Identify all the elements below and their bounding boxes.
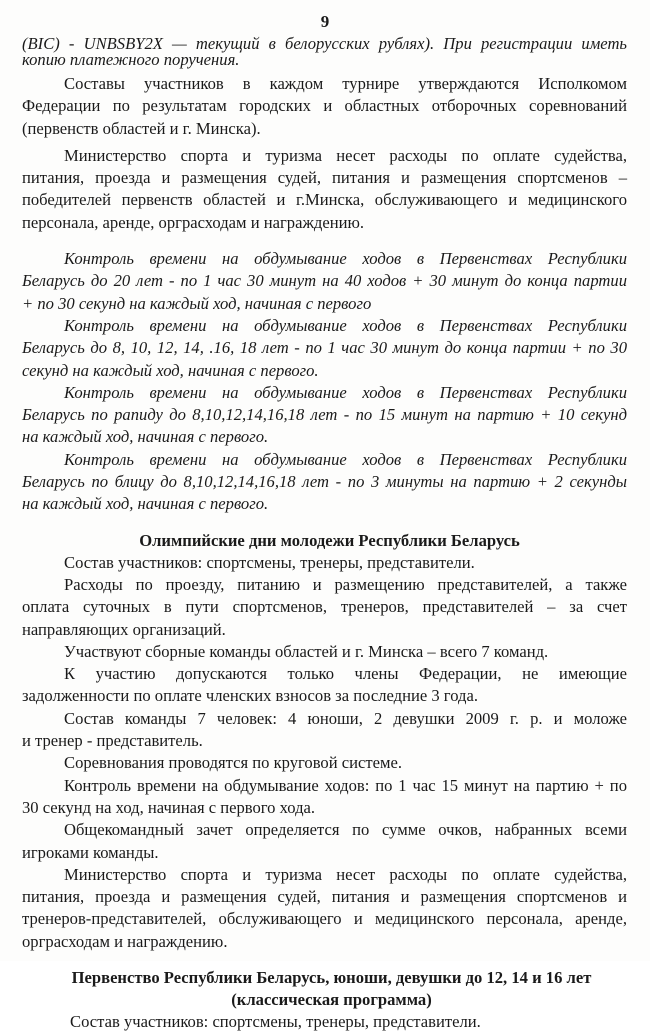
text-line: орграсходам и награждению. [22,931,228,951]
text-line: на каждый ход, начиная с первого. [22,427,269,447]
text-line: Министерство спорта и туризма несет расходы по оплате судейства, [64,864,627,884]
time-control-u20-paragraph [22,248,627,315]
team-composition-paragraph [22,708,627,753]
text-line: Соревнования проводятся по круговой системе. [64,753,402,773]
bic-note-paragraph [22,36,627,68]
text-line: Состав участников: спортсмены, тренеры, представители. [70,1011,481,1031]
section-heading-championship: Первенство Республики Беларусь, юноши, девушки до 12, 14 и 16 лет [71,967,592,987]
text-line: + по 30 секунд на каждый ход, начиная с первого [22,293,372,313]
ministry-expenses-olympic-paragraph [22,864,627,953]
text-line: Контроль времени на обдумывание ходов в Первенствах Республики [64,315,627,335]
text-line: (BIC) - UNBSBY2X — текущий в белорусских рублях). При регистрации иметь [22,34,627,53]
text-line: персонала, аренде, орграсходам и награждению. [22,212,365,232]
time-control-classic-paragraph [22,315,627,382]
text-line: победителей первенств областей и г.Минска, обслуживающего и медицинского [22,190,627,210]
text-line: Беларусь до 8, 10, 12, 14, .16, 18 лет - по 1 час 30 минут до конца партии + по 30 [22,338,627,358]
text-line: копию платежного поручения. [22,50,240,69]
text-line: (первенств областей и г. Минска). [22,118,261,138]
system-paragraph [22,752,627,774]
page-number: 9 [320,12,330,31]
text-line: тренеров-представителей, обслуживающего и медицинского персонала, аренде, [22,909,627,929]
text-line: Контроль времени на обдумывание ходов в Первенствах Республики [64,449,627,469]
text-line: питания, проезда и размещения судей, питания и размещения спортсменов – [22,168,627,188]
text-line: Контроль времени на обдумывание ходов в Первенствах Республики [64,249,627,269]
participants-paragraph [22,552,627,574]
travel-expenses-paragraph [22,574,627,641]
eligibility-paragraph [22,663,627,708]
text-line: направляющих организаций. [22,619,226,639]
ministry-expenses-paragraph [22,145,627,234]
text-line: Общекомандный зачет определяется по сумме очков, набранных всеми [64,820,627,840]
text-line: Беларусь по рапиду до 8,10,12,14,16,18 лет - по 15 минут на партию + 10 секунд [22,405,627,425]
text-line: секунд на каждый ход, начиная с первого. [22,360,319,380]
text-line: на каждый ход, начиная с первого. [22,494,269,514]
text-line: питания, проезда и размещения судей, питания и размещения спортсменов и [22,887,627,907]
text-line: Расходы по проезду, питанию и размещению представителей, а также [64,574,627,594]
text-line: Составы участников в каждом турнире утверждаются Исполкомом [64,74,627,93]
text-line: игроками команды. [22,842,159,862]
time-control-blitz-paragraph [22,449,627,516]
text-line: Состав команды 7 человек: 4 юноши, 2 девушки 2009 г. р. и моложе [64,708,627,728]
text-line: К участию допускаются только члены Федерации, не имеющие [64,664,627,684]
section-subheading-championship: (классическая программа) [231,989,432,1009]
time-control-rapid-paragraph [22,382,627,449]
text-line: Контроль времени на обдумывание ходов: по 1 час 15 минут на партию + по [64,775,627,795]
text-line: 30 секунд на ход, начиная с первого хода. [22,797,316,817]
text-line: Беларусь до 20 лет - по 1 час 30 минут на 40 ходов + 30 минут до конца партии [22,271,627,291]
text-line: Беларусь по блицу до 8,10,12,14,16,18 лет - по 3 минуты на партию + 2 секунды [22,472,627,492]
championship-participants-paragraph [22,1011,627,1033]
text-line: и тренер - представитель. [22,731,203,751]
text-line: Состав участников: спортсмены, тренеры, представители. [64,552,475,572]
teams-paragraph [22,641,627,663]
text-line: задолженности по оплате членских взносов за последние 3 года. [22,686,478,706]
text-line: Контроль времени на обдумывание ходов в Первенствах Республики [64,382,627,402]
text-line: Участвуют сборные команды областей и г. Минска – всего 7 команд. [64,641,549,661]
team-score-paragraph [22,819,627,864]
time-control-olympic-paragraph [22,775,627,820]
text-line: Федерации по результатам городских и областных отборочных соревнований [22,96,627,116]
text-line: оплата суточных в пути спортсменов, тренеров, представителей – за счет [22,597,627,617]
document-body [22,36,627,1033]
text-line: Министерство спорта и туризма несет расходы по оплате судейства, [64,145,627,165]
section-heading-olympic: Олимпийские дни молодежи Республики Беларусь [139,530,520,550]
composition-approval-paragraph [22,73,627,140]
